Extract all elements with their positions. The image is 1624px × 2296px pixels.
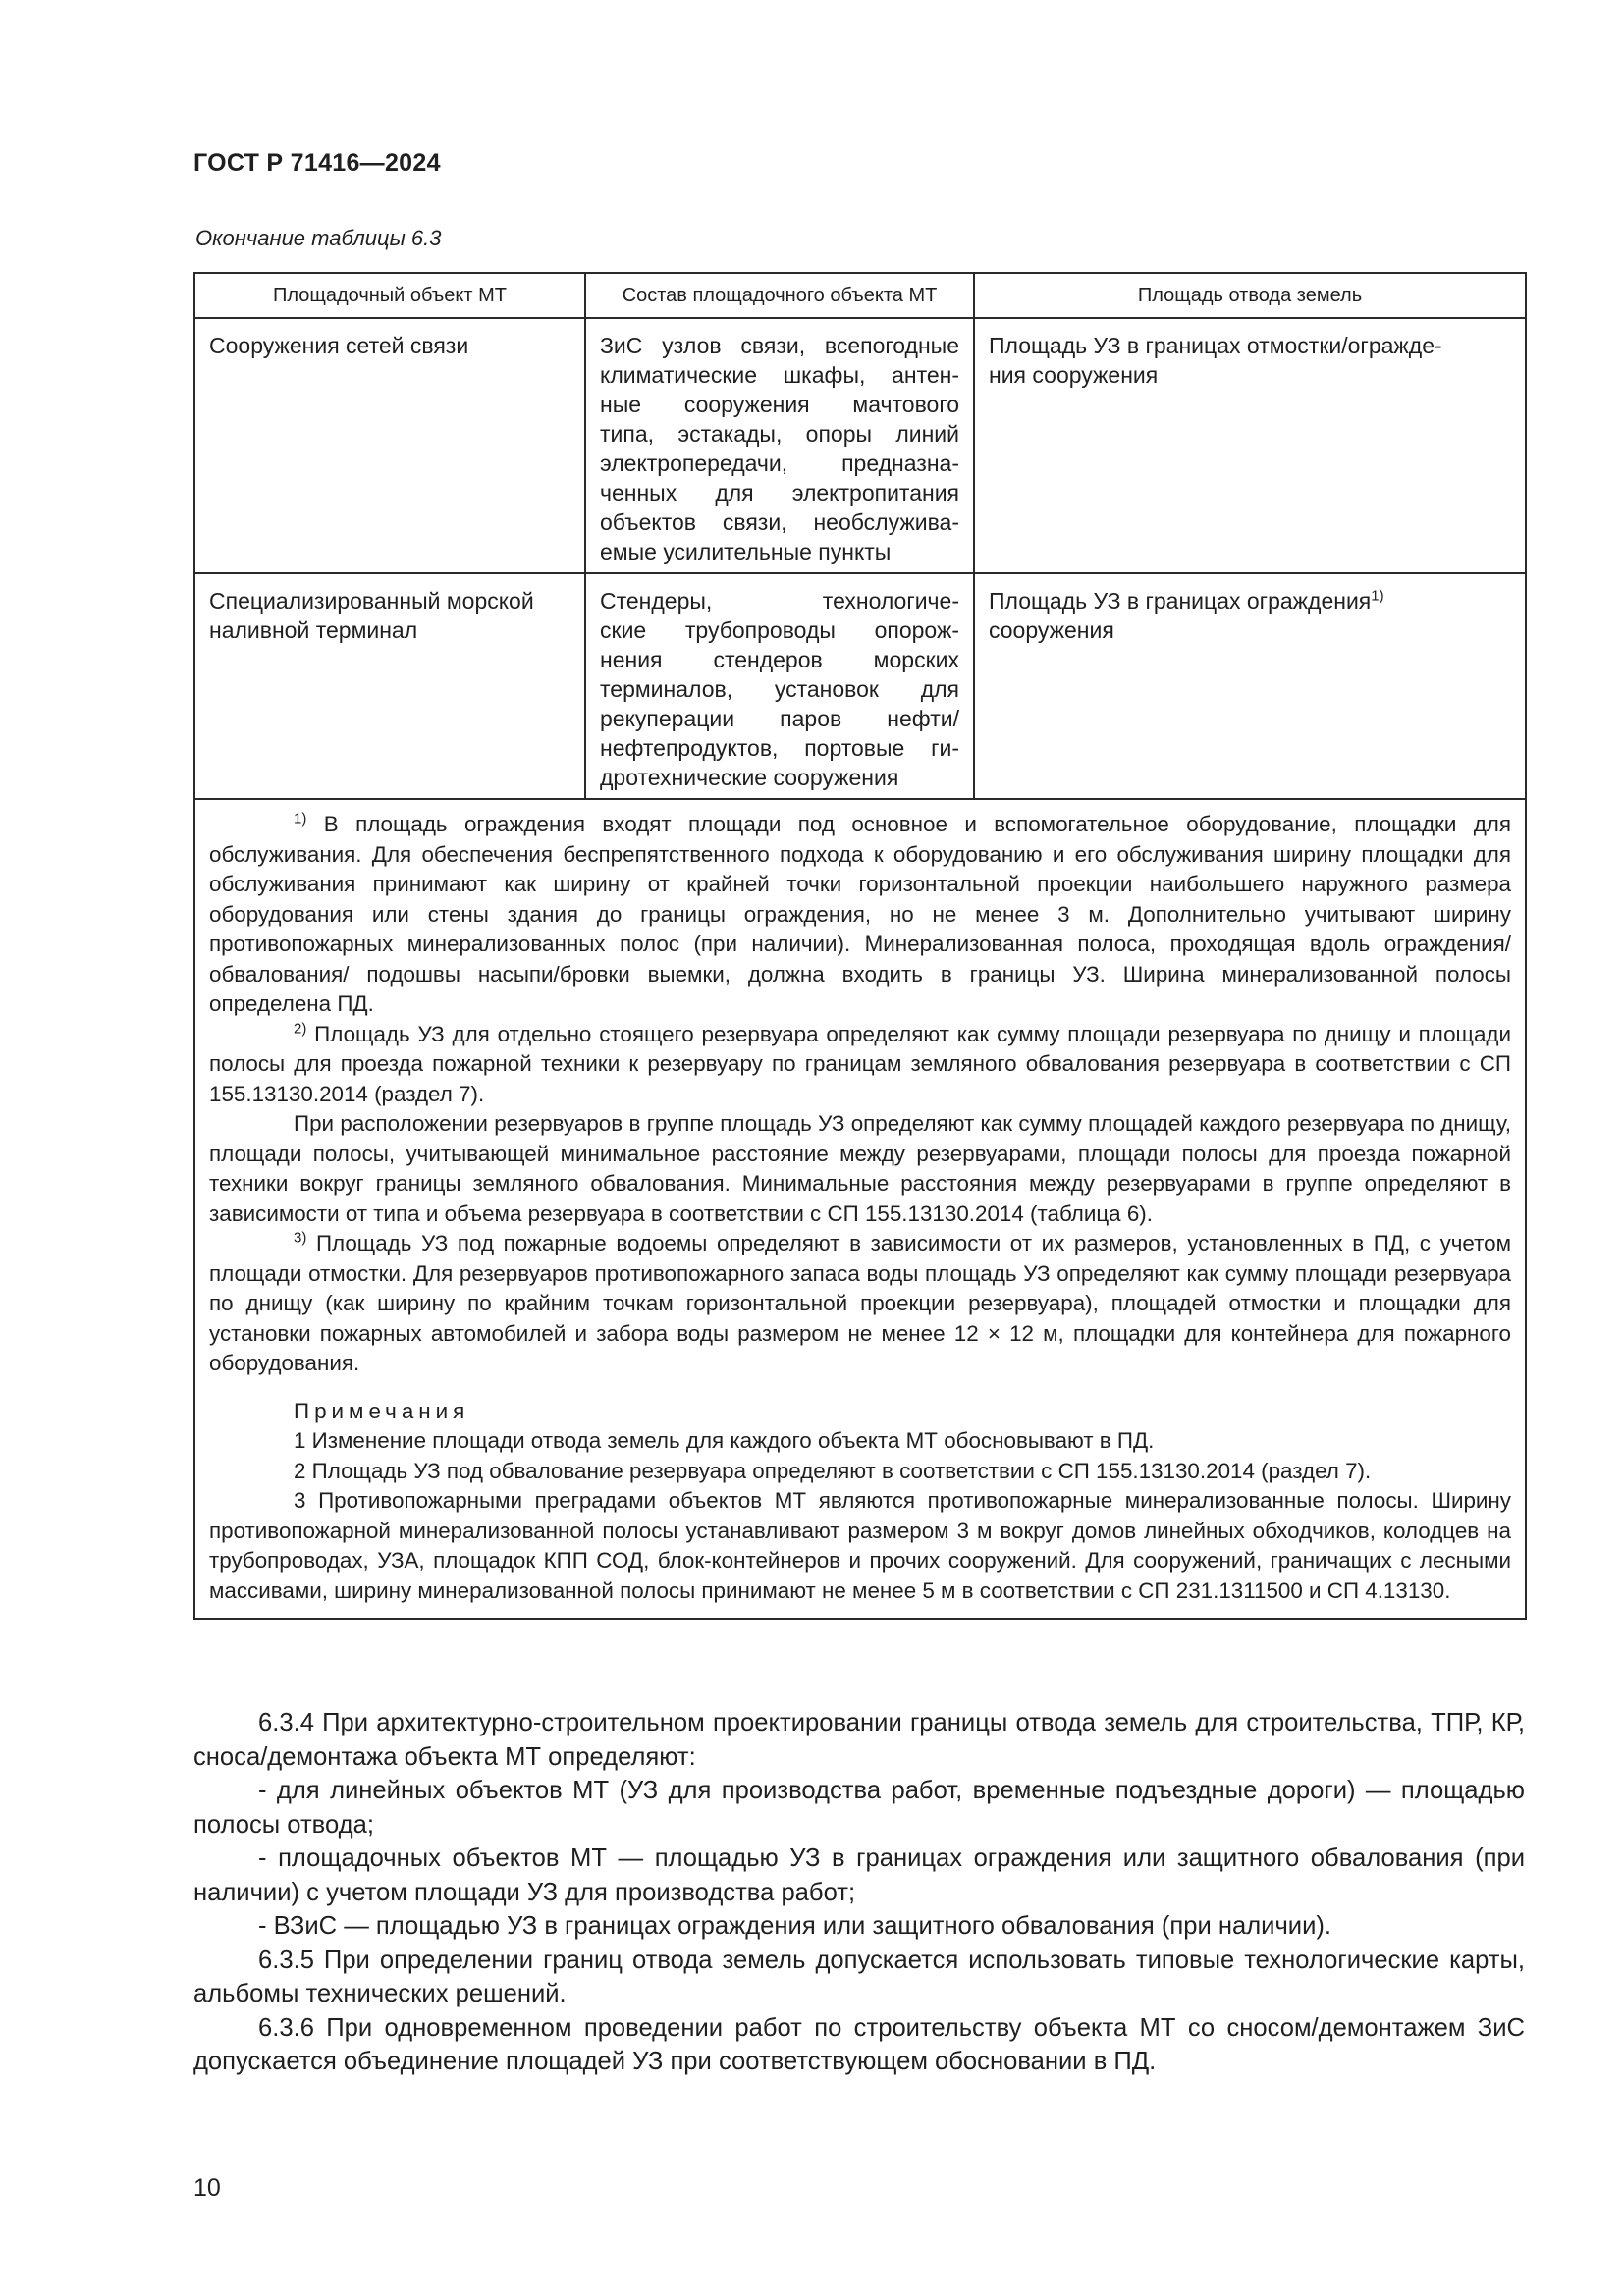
footnote-1: $^{1)}$ В площадь ограждения входят площади под основное и вспомогательное оборудование, площадки для обслуживания. Для обеспечения беспрепятственного подхода к оборудованию и его обслуживания ширину площадки для обслуживания принимают как ширину от крайней точки горизонтальной проекции наибольшего наружного размера оборудования или стены здания до границы ограждения, но не менее 3 м. Дополнительно учитывают ширину противопожарных минерализованных полос (при наличии). Минерализованная полоса, проходящая вдоль ограждения/обвалования/ подошвы насыпи/бровки выемки, должна входить в границы УЗ. Ширина минерализованной полосы определена ПД. [209,810,1511,1016]
composition-line: емые усилительные пункты [600,539,892,564]
paragraph-6-3-6: 6.3.6 При одновременном проведении работ по строительству объекта МТ со сносом/демонтажем ЗиС допускается объединение площадей УЗ при соответствующем обосновании в ПД. [193,2013,1525,2075]
land-allocation-table [193,272,1527,1620]
footnotes-cell [194,799,1526,1619]
composition-line: рекуперации паров нефти/ [600,706,959,731]
paragraph-6-3-5: 6.3.5 При определении границ отвода земель допускается использовать типовые технологические карты, альбомы технических решений. [193,1946,1525,2007]
composition-line: ские трубопроводы опорож- [600,617,959,643]
area-cell [974,318,1526,573]
body-text [193,1706,1525,2079]
composition-line: ченных для электропитания [600,480,959,506]
object-name: Сооружения сетей связи [209,333,469,358]
footnote-2: $^{2)}$ Площадь УЗ для отдельно стоящего резервуара определяют как сумму площади резервуара по днищу и площади полосы для проезда пожарной техники к резервуару по границам земляного обвалования резервуара в соответствии с СП 155.13130.2014 (раздел 7). [209,1020,1511,1106]
composition-line: ные сооружения мачтового [600,392,959,417]
list-item: - площадочных объектов МТ — площадью УЗ в границах ограждения или защитного обвалования (при наличии) с учетом площади УЗ для производства работ; [193,1844,1525,1906]
object-name-line: Специализированный морской [209,588,534,614]
page-number: 10 [193,2174,221,2202]
area-line: Площадь УЗ в границах отмостки/огражде- [989,333,1442,358]
area-line: сооружения [989,617,1114,643]
area-cell [974,573,1526,799]
document-code: ГОСТ Р 71416—2024 [193,149,441,177]
composition-cell [585,318,974,573]
composition-line: нения стендеров морских [600,647,959,672]
list-item: - для линейных объектов МТ (УЗ для производства работ, временные подъездные дороги) — площадью полосы отвода; [193,1777,1525,1839]
note-item: 1 Изменение площади отвода земель для каждого объекта МТ обосновывают в ПД. [294,1428,1155,1453]
paragraph-6-3-4: 6.3.4 При архитектурно-строительном проектировании границы отвода земель для строительства, ТПР, КР, сноса/демонтажа объекта МТ определяют: [193,1709,1525,1771]
column-header: Площадь отвода земель [974,273,1526,318]
composition-line: электропередачи, предназна- [600,451,959,476]
footnote-2-continued: При расположении резервуаров в группе площадь УЗ определяют как сумму площадей каждого резервуара по днищу, площади полосы, учитывающей минимальное расстояние между резервуарами, площади полосы для проезда пожарной техники вокруг границы земляного обвалования. Минимальные расстояния между резервуарами в группе определяют в зависимости от типа и объема резервуара в соответствии с СП 155.13130.2014 (таблица 6). [209,1111,1511,1226]
footnotes-row [194,799,1526,1619]
column-header: Площадочный объект МТ [194,273,585,318]
table-caption: Окончание таблицы 6.3 [195,226,442,250]
composition-line: Стендеры, технологиче- [600,588,959,614]
note-item: 3 Противопожарными преградами объектов МТ являются противопожарные минерализованные полосы. Ширину противопожарной минерализованной полосы устанавливают размером 3 м вокруг домов линейных обходчиков, колодцев на трубопроводах, УЗА, площадок КПП СОД, блок-контейнеров и прочих сооружений. Для сооружений, граничащих с лесными массивами, ширину минерализованной полосы принимают не менее 5 м в соответствии с СП 231.1311500 и СП 4.13130. [209,1488,1511,1603]
area-line: ния сооружения [989,362,1159,388]
note-item: 2 Площадь УЗ под обвалование резервуара определяют в соответствии с СП 155.13130.2014 (раздел 7). [294,1458,1372,1483]
composition-line: типа, эстакады, опоры линий [600,421,959,447]
composition-line: нефтепродуктов, портовые ги- [600,735,959,761]
object-cell [194,573,585,799]
area-line: Площадь УЗ в границах ограждения$^{1)}$ [989,587,1384,614]
table-header-row [194,273,1526,318]
footnote-mark: 1) [294,810,307,828]
footnote-ref: 1) [1371,587,1384,605]
composition-line: дротехнические сооружения [600,765,899,790]
column-header: Состав площадочного объекта МТ [585,273,974,318]
table-row [194,573,1526,799]
composition-line: объектов связи, необслужива- [600,509,959,535]
notes-heading: Примечания [294,1398,470,1423]
footnote-mark: 2) [294,1020,307,1038]
footnote-mark: 3) [294,1229,307,1247]
footnote-3: $^{3)}$ Площадь УЗ под пожарные водоемы определяют в зависимости от их размеров, установленных в ПД, с учетом площади отмостки. Для резервуаров противопожарного запаса воды площадь УЗ определяют как сумму площади резервуара по днищу (как ширину по крайним точкам горизонтальной проекции резервуара), площадей отмостки и площадки для установки пожарных автомобилей и забора воды размером не менее 12 × 12 м, площадки для контейнера для пожарного оборудования. [209,1229,1511,1375]
composition-cell [585,573,974,799]
object-cell [194,318,585,573]
list-item: - ВЗиС — площадью УЗ в границах ограждения или защитного обвалования (при наличии). [258,1912,1332,1940]
composition-line: ЗиС узлов связи, всепогодные [600,333,959,358]
table-row [194,318,1526,573]
composition-line: климатические шкафы, антен- [600,362,959,388]
composition-line: терминалов, установок для [600,676,959,702]
object-name-line: наливной терминал [209,617,418,643]
